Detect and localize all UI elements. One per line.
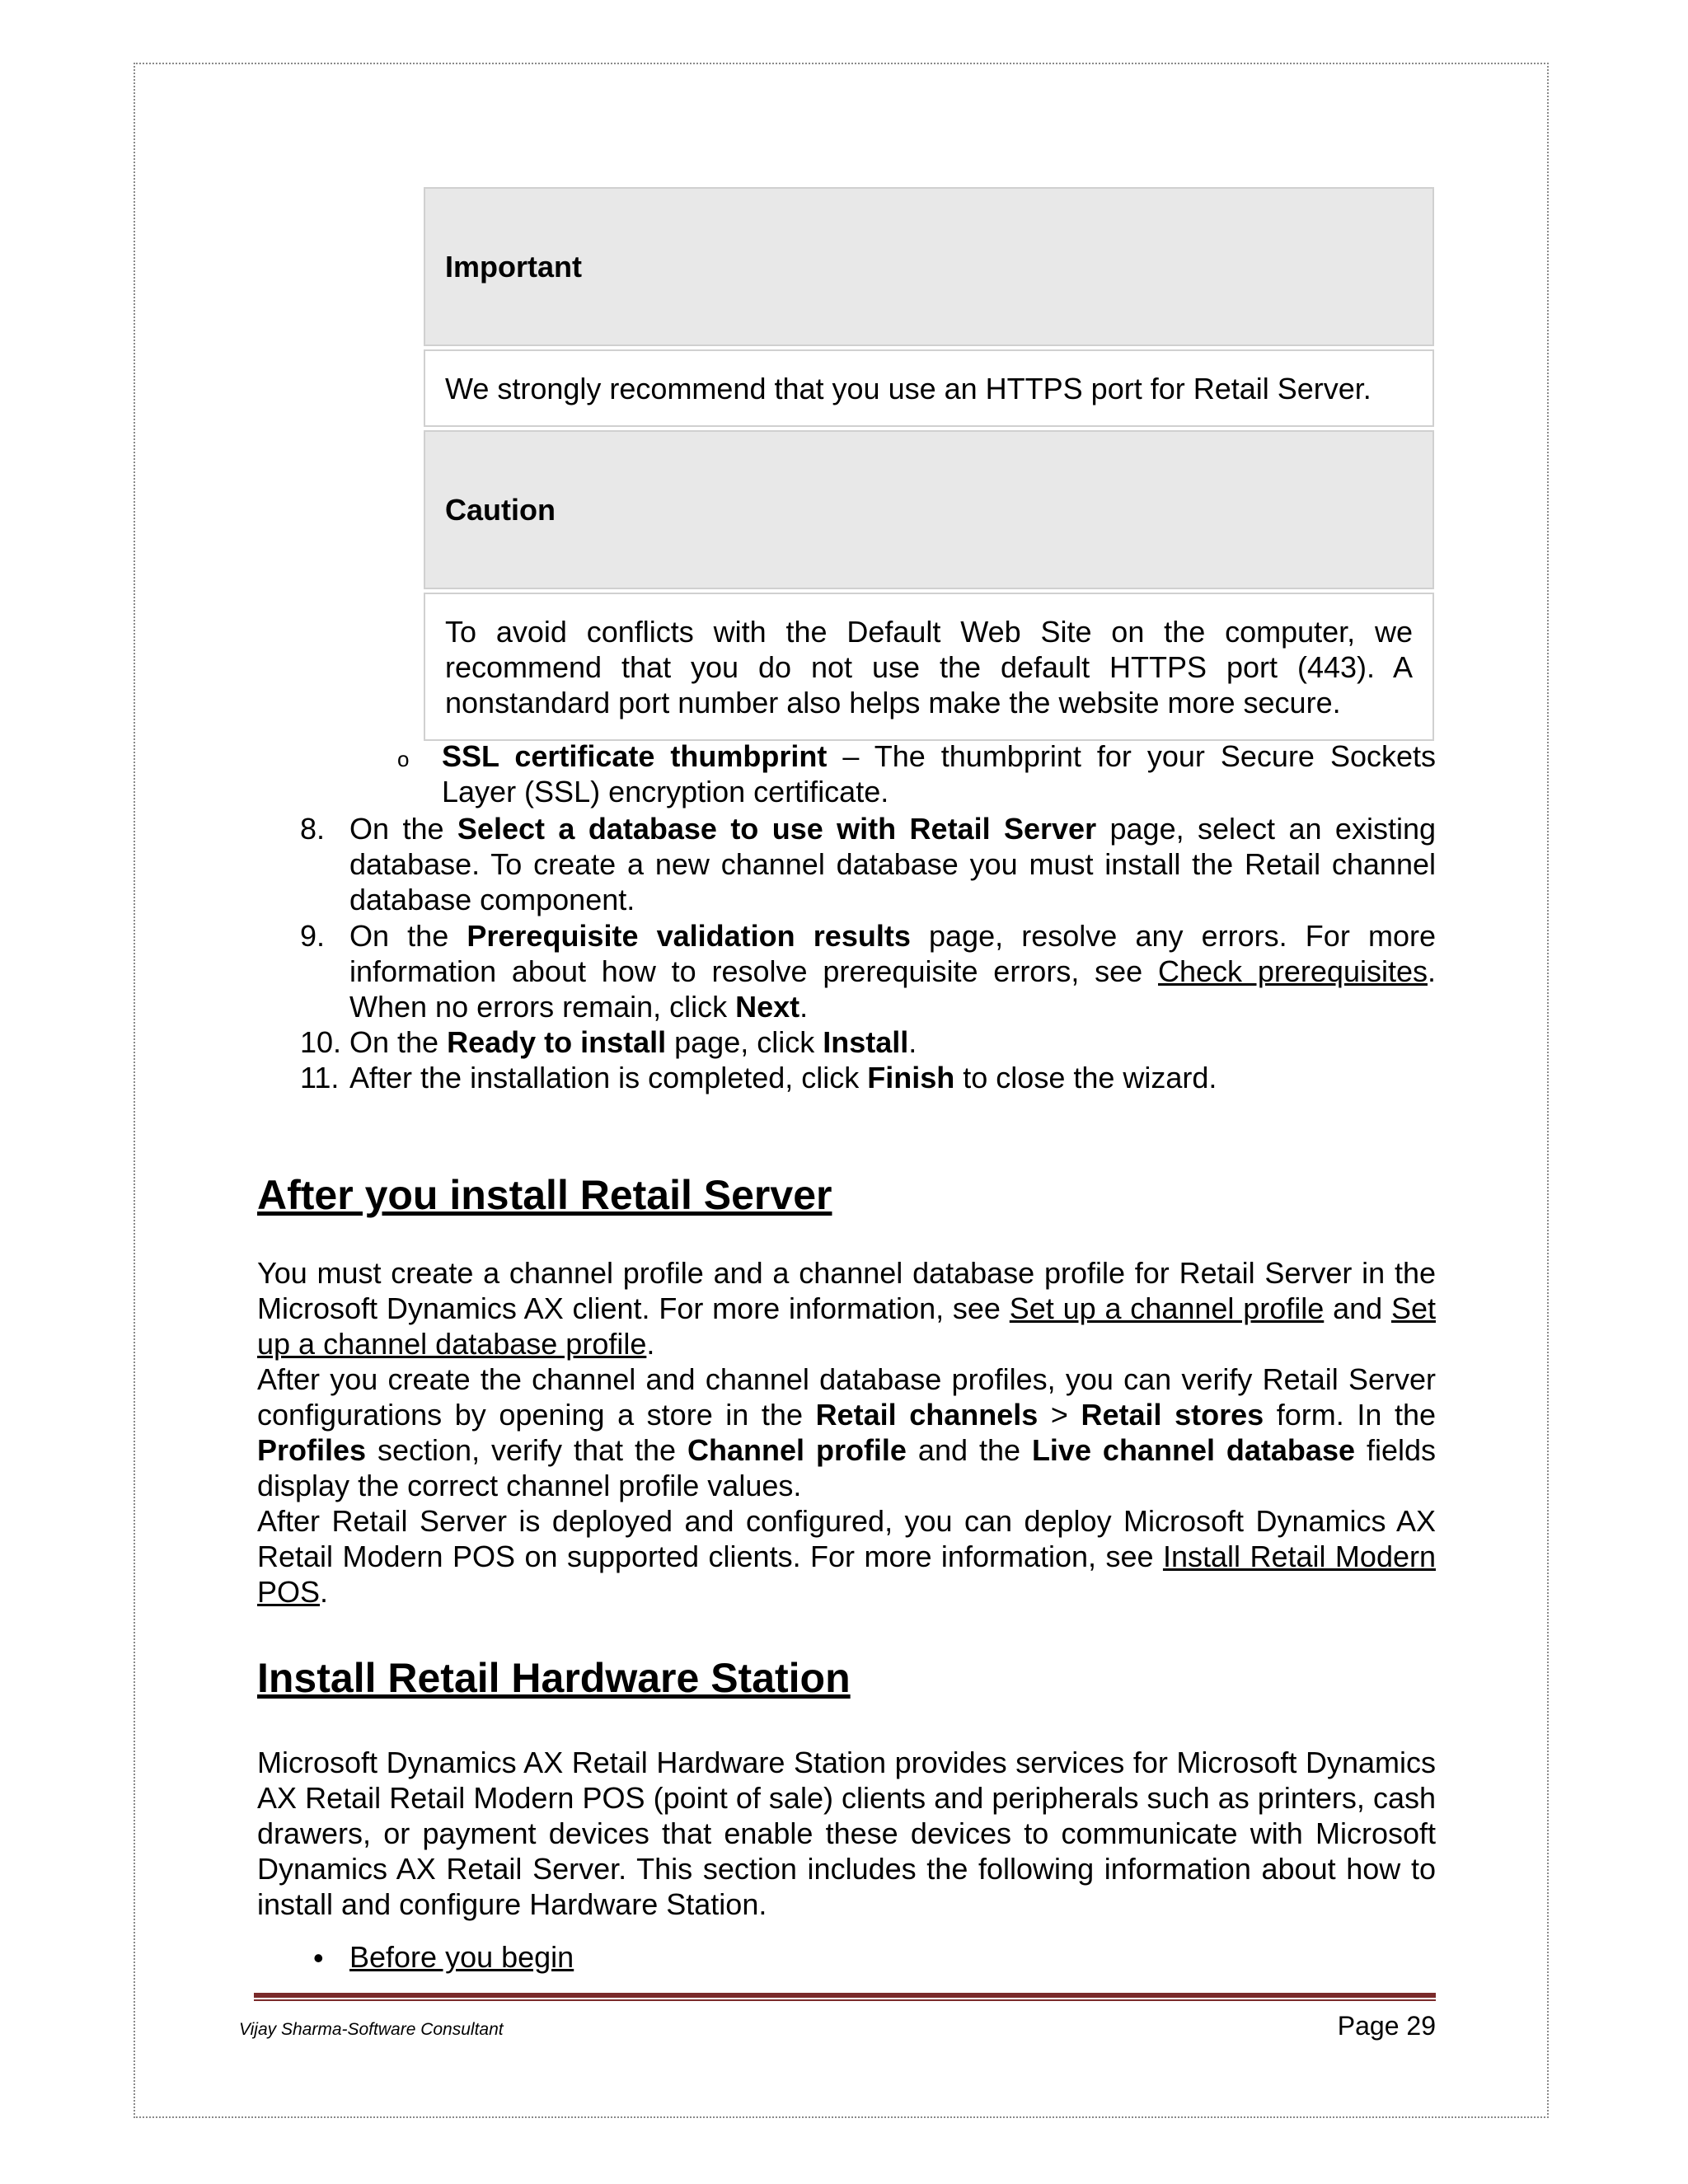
step-9: On the Prerequisite validation results page, resolve any errors. For more information about how to resolve prerequisite errors, see Check prerequisites. When no errors remain, click Next. [349, 919, 1436, 1024]
caution-text: To avoid conflicts with the Default Web Site on the computer, we recommend that you do not use the default HTTPS port (443). A nonstandard port number also helps make the website more secure. [424, 593, 1434, 741]
bullet-marker: • [313, 1941, 324, 1975]
set-up-channel-database-profile-link[interactable]: Set up a channel database profile [257, 1291, 1436, 1361]
step-8-number: 8. [300, 812, 326, 846]
before-you-begin-item [349, 1939, 574, 1975]
set-up-channel-profile-link[interactable]: Set up a channel profile [1009, 1291, 1325, 1325]
section-heading-after-install: After you install Retail Server [257, 1172, 832, 1218]
footer-rule [254, 1993, 1436, 1998]
step-10-number: 10. [300, 1025, 342, 1059]
install-retail-modern-pos-link[interactable]: Install Retail Modern POS [257, 1540, 1436, 1609]
caution-heading: Caution [424, 430, 1434, 589]
paragraph-hardware-station: Microsoft Dynamics AX Retail Hardware Station provides services for Microsoft Dynamics AX Retail Retail Modern POS (point of sale) clients and peripherals such as printers, cash drawers, or payment devices that enable these devices to communicate with Microsoft Dynamics AX Retail Server. This section includes the following information about how to install and configure Hardware Station. [257, 1746, 1436, 1921]
step-11: After the installation is completed, click Finish to close the wizard. [349, 1061, 1217, 1094]
step-8: On the Select a database to use with Retail Server page, select an existing database. To create a new channel database you must install the Retail channel database component. [349, 812, 1436, 916]
paragraph-deploy-modern-pos: After Retail Server is deployed and configured, you can deploy Microsoft Dynamics AX Retail Modern POS on supported clients. For more information, see Install Retail Modern POS. [257, 1504, 1436, 1609]
footer-author: Vijay Sharma-Software Consultant [239, 2020, 504, 2039]
step-10: On the Ready to install page, click Install. [349, 1025, 917, 1059]
check-prerequisites-link[interactable]: Check prerequisites [1158, 954, 1428, 988]
notice-table [424, 187, 1434, 741]
page-number: Page 29 [1337, 2011, 1436, 2041]
section-heading-hardware-station: Install Retail Hardware Station [257, 1655, 851, 1701]
important-heading: Important [424, 187, 1434, 346]
step-9-number: 9. [300, 919, 326, 953]
paragraph-channel-profile: You must create a channel profile and a channel database profile for Retail Server in the Microsoft Dynamics AX client. For more information, see Set up a channel profile and Set up a channel database profile. [257, 1256, 1436, 1361]
ssl-thumbprint-item: SSL certificate thumbprint – The thumbprint for your Secure Sockets Layer (SSL) encryption certificate. [442, 739, 1436, 808]
paragraph-verify-configurations: After you create the channel and channel database profiles, you can verify Retail Server configurations by opening a store in the Retail channels > Retail stores form. In the Profiles section, verify that the Channel profile and the Live channel database fields display the correct channel profile values. [257, 1362, 1437, 1502]
footer-rule-thin [254, 1999, 1436, 2001]
step-11-number: 11. [300, 1061, 340, 1094]
sub-bullet-marker: o [397, 747, 410, 771]
before-you-begin-link[interactable]: Before you begin [349, 1940, 574, 1974]
important-text: We strongly recommend that you use an HTTPS port for Retail Server. [424, 349, 1434, 427]
